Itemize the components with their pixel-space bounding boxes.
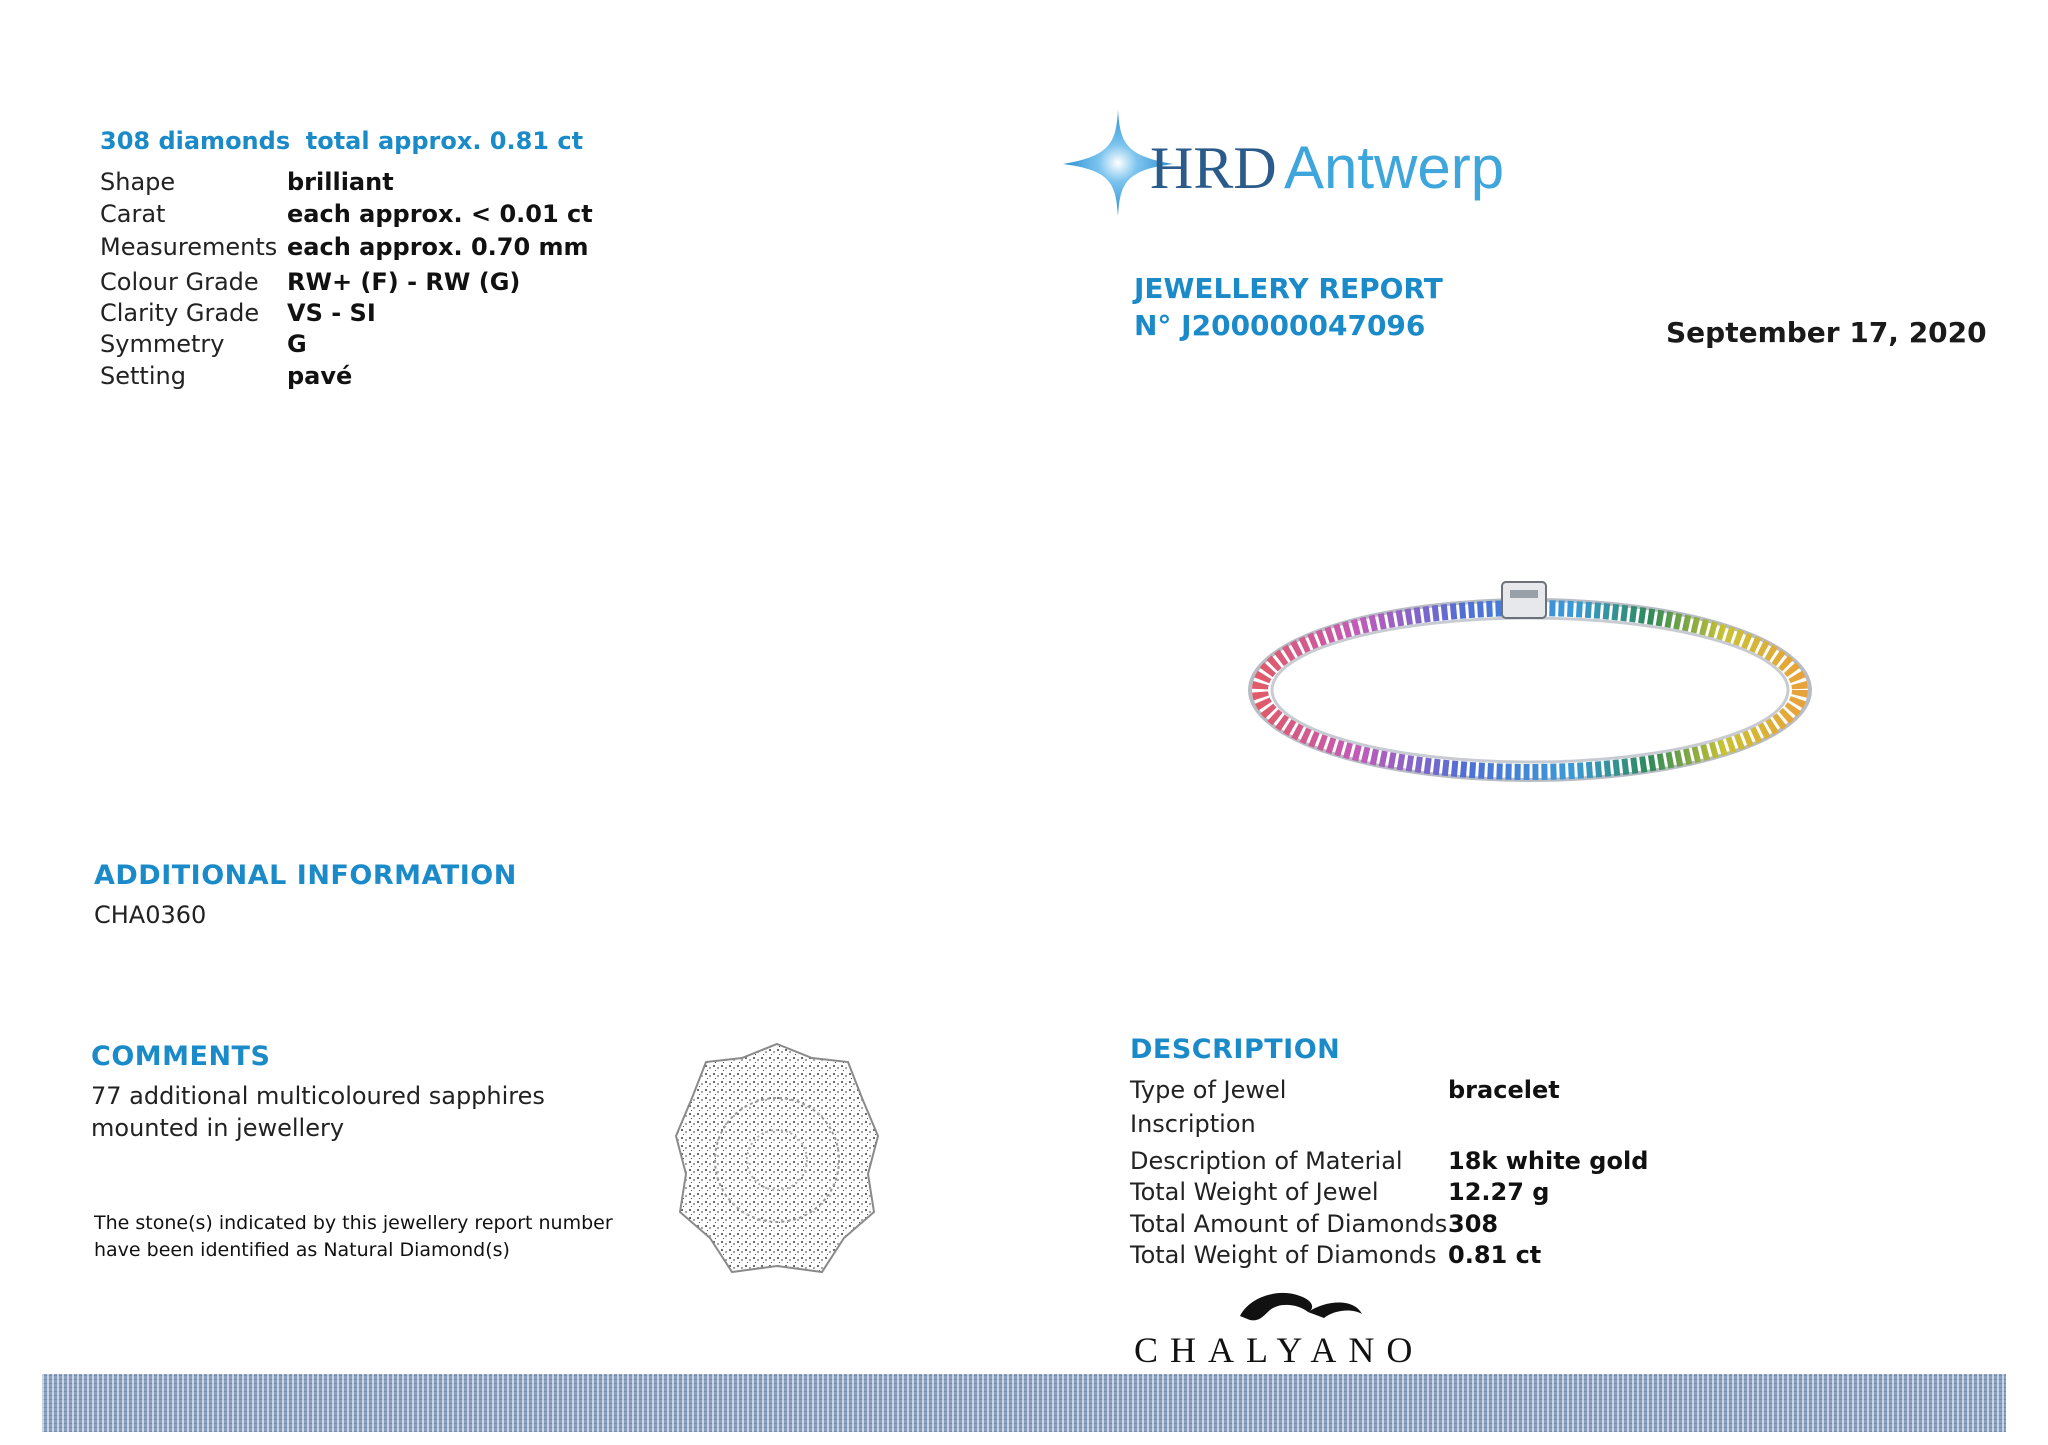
bracelet-photo <box>1240 570 1820 810</box>
report-block <box>1134 270 1443 344</box>
diamonds-count: 308 diamonds <box>100 127 291 155</box>
note-line: The stone(s) indicated by this jewellery report number <box>94 1212 613 1234</box>
desc-row-amount-diamonds <box>1130 1210 1498 1238</box>
comments-title: COMMENTS <box>91 1041 271 1072</box>
row-label: Measurements <box>100 233 278 261</box>
row-label: Setting <box>100 362 186 390</box>
row-value: 308 <box>1448 1210 1499 1238</box>
comments-text <box>91 1080 545 1144</box>
row-value: each approx. 0.70 mm <box>287 233 589 261</box>
row-value: RW+ (F) - RW (G) <box>287 268 521 296</box>
diamond-row-colour-grade <box>100 268 520 296</box>
desc-row-weight-jewel <box>1130 1178 1549 1206</box>
row-label: Total Weight of Diamonds <box>1130 1241 1437 1269</box>
chalyano-text: CHALYANO <box>1134 1330 1425 1370</box>
logo-text-antwerp: Antwerp <box>1284 134 1505 201</box>
row-value: G <box>287 330 307 358</box>
diamond-row-setting <box>100 362 352 390</box>
diamond-row-symmetry <box>100 330 307 358</box>
additional-info-title: ADDITIONAL INFORMATION <box>94 860 517 891</box>
row-value: bracelet <box>1448 1076 1560 1104</box>
diamond-row-clarity-grade <box>100 299 376 327</box>
additional-info-text: CHA0360 <box>94 901 207 929</box>
diamond-row-measurements <box>100 233 589 261</box>
comments-line: 77 additional multicoloured sapphires <box>91 1082 545 1110</box>
row-label: Inscription <box>1130 1110 1256 1138</box>
hrd-antwerp-logo <box>1058 108 1528 218</box>
row-label: Symmetry <box>100 330 225 358</box>
logo-text-hrd: HRD <box>1150 135 1277 201</box>
desc-row-weight-diamonds <box>1130 1241 1541 1269</box>
hologram-seal <box>672 1040 882 1280</box>
comments-line: mounted in jewellery <box>91 1114 345 1142</box>
desc-row-material <box>1130 1147 1648 1175</box>
row-value: 18k white gold <box>1448 1147 1649 1175</box>
security-band <box>42 1374 2006 1432</box>
diamond-row-shape <box>100 168 394 196</box>
diamonds-heading <box>100 127 583 155</box>
report-number: N° J200000047096 <box>1134 309 1426 342</box>
row-value: brilliant <box>287 168 394 196</box>
desc-row-type <box>1130 1076 1560 1104</box>
chalyano-logo <box>1130 1290 1470 1370</box>
row-value: each approx. < 0.01 ct <box>287 200 593 228</box>
row-label: Type of Jewel <box>1130 1076 1287 1104</box>
report-date: September 17, 2020 <box>1666 316 1987 349</box>
row-label: Total Weight of Jewel <box>1130 1178 1379 1206</box>
diamonds-total: total approx. 0.81 ct <box>305 127 584 155</box>
description-title: DESCRIPTION <box>1130 1034 1341 1065</box>
chalyano-emblem-icon <box>1240 1293 1362 1320</box>
row-label: Clarity Grade <box>100 299 260 327</box>
row-label: Carat <box>100 200 166 228</box>
row-value: 12.27 g <box>1448 1178 1550 1206</box>
row-label: Shape <box>100 168 176 196</box>
row-label: Description of Material <box>1130 1147 1403 1175</box>
row-value: 0.81 ct <box>1448 1241 1542 1269</box>
row-label: Colour Grade <box>100 268 259 296</box>
row-value: pavé <box>287 362 353 390</box>
row-value: VS - SI <box>287 299 376 327</box>
row-label: Total Amount of Diamonds <box>1130 1210 1448 1238</box>
diamond-row-carat <box>100 200 593 228</box>
natural-diamond-note <box>94 1210 613 1264</box>
report-title: JEWELLERY REPORT <box>1134 272 1443 305</box>
desc-row-inscription <box>1130 1110 1448 1138</box>
note-line: have been identified as Natural Diamond(s) <box>94 1239 510 1261</box>
